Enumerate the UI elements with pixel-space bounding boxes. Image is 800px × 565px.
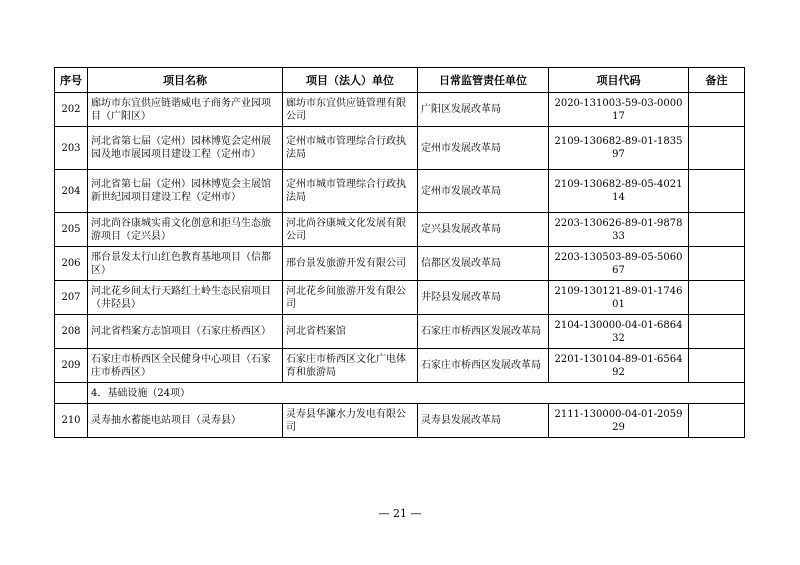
project-table [54, 67, 745, 438]
table-row [55, 93, 745, 127]
table-row [55, 404, 745, 438]
cell-unit: 河北尚谷康城文化发展有限公司 [283, 213, 418, 247]
cell-seq: 208 [55, 315, 88, 349]
table-row [55, 349, 745, 383]
cell-seq: 209 [55, 349, 88, 383]
cell-note [689, 213, 745, 247]
cell-seq: 202 [55, 93, 88, 127]
cell-unit: 定州市城市管理综合行政执法局 [283, 127, 418, 170]
cell-supervisor: 广阳区发展改革局 [418, 93, 549, 127]
cell-unit: 河北省档案馆 [283, 315, 418, 349]
cell-supervisor: 井陉县发展改革局 [418, 281, 549, 315]
cell-seq: 204 [55, 170, 88, 213]
cell-supervisor: 定州市发展改革局 [418, 170, 549, 213]
header-name: 项目名称 [88, 68, 283, 93]
table-row [55, 315, 745, 349]
cell-unit: 灵寿县华濂水力发电有限公司 [283, 404, 418, 438]
cell-unit: 定州市城市管理综合行政执法局 [283, 170, 418, 213]
cell-seq: 203 [55, 127, 88, 170]
cell-note [689, 93, 745, 127]
cell-note [689, 127, 745, 170]
section-row [55, 383, 745, 404]
section-seq-cell [55, 383, 88, 404]
cell-code: 2203-130626-89-01-987833 [549, 213, 689, 247]
cell-supervisor: 石家庄市桥西区发展改革局 [418, 315, 549, 349]
cell-code: 2111-130000-04-01-205929 [549, 404, 689, 438]
cell-unit: 河北花乡间旅游开发有限公司 [283, 281, 418, 315]
cell-seq: 210 [55, 404, 88, 438]
table-row [55, 213, 745, 247]
cell-note [689, 170, 745, 213]
header-code: 项目代码 [549, 68, 689, 93]
header-seq: 序号 [55, 68, 88, 93]
table-row [55, 281, 745, 315]
cell-name: 邢台景发太行山红色教育基地项目（信都区） [88, 247, 283, 281]
cell-code: 2109-130121-89-01-174601 [549, 281, 689, 315]
cell-name: 河北省第七届（定州）园林博览会定州展园及地市展园项目建设工程（定州市） [88, 127, 283, 170]
cell-seq: 207 [55, 281, 88, 315]
cell-supervisor: 灵寿县发展改革局 [418, 404, 549, 438]
table-row [55, 170, 745, 213]
page-number: — 21 — [378, 507, 422, 520]
cell-name: 河北省档案方志馆项目（石家庄桥西区） [88, 315, 283, 349]
cell-name: 灵寿抽水蓄能电站项目（灵寿县） [88, 404, 283, 438]
header-note: 备注 [689, 68, 745, 93]
header-row [55, 68, 745, 93]
cell-note [689, 247, 745, 281]
header-unit: 项目（法人）单位 [283, 68, 418, 93]
section-title: 4．基础设施（24项） [88, 383, 745, 404]
cell-note [689, 349, 745, 383]
cell-name: 石家庄市桥西区全民健身中心项目（石家庄市桥西区） [88, 349, 283, 383]
cell-name: 河北花乡间太行天路红土岭生态民宿项目（井陉县） [88, 281, 283, 315]
cell-name: 河北尚谷康城实甫文化创意和拒马生态旅游项目（定兴县） [88, 213, 283, 247]
header-supervisor: 日常监管责任单位 [418, 68, 549, 93]
cell-seq: 206 [55, 247, 88, 281]
cell-note [689, 315, 745, 349]
cell-code: 2201-130104-89-01-656492 [549, 349, 689, 383]
cell-code: 2109-130682-89-05-402114 [549, 170, 689, 213]
cell-supervisor: 定州市发展改革局 [418, 127, 549, 170]
cell-supervisor: 信都区发展改革局 [418, 247, 549, 281]
cell-code: 2104-130000-04-01-686432 [549, 315, 689, 349]
cell-supervisor: 定兴县发展改革局 [418, 213, 549, 247]
table-row [55, 127, 745, 170]
cell-code: 2020-131003-59-03-000017 [549, 93, 689, 127]
cell-code: 2109-130682-89-01-183597 [549, 127, 689, 170]
cell-code: 2203-130503-89-05-506067 [549, 247, 689, 281]
cell-supervisor: 石家庄市桥西区发展改革局 [418, 349, 549, 383]
table-row [55, 247, 745, 281]
cell-unit: 廊坊市东宜供应链管理有限公司 [283, 93, 418, 127]
cell-name: 河北省第七届（定州）园林博览会主展馆新世纪园项目建设工程（定州市） [88, 170, 283, 213]
cell-unit: 邢台景发旅游开发有限公司 [283, 247, 418, 281]
cell-unit: 石家庄市桥西区文化广电体育和旅游局 [283, 349, 418, 383]
cell-name: 廊坊市东宜供应链谐威电子商务产业园项目（广阳区） [88, 93, 283, 127]
cell-note [689, 404, 745, 438]
cell-seq: 205 [55, 213, 88, 247]
cell-note [689, 281, 745, 315]
